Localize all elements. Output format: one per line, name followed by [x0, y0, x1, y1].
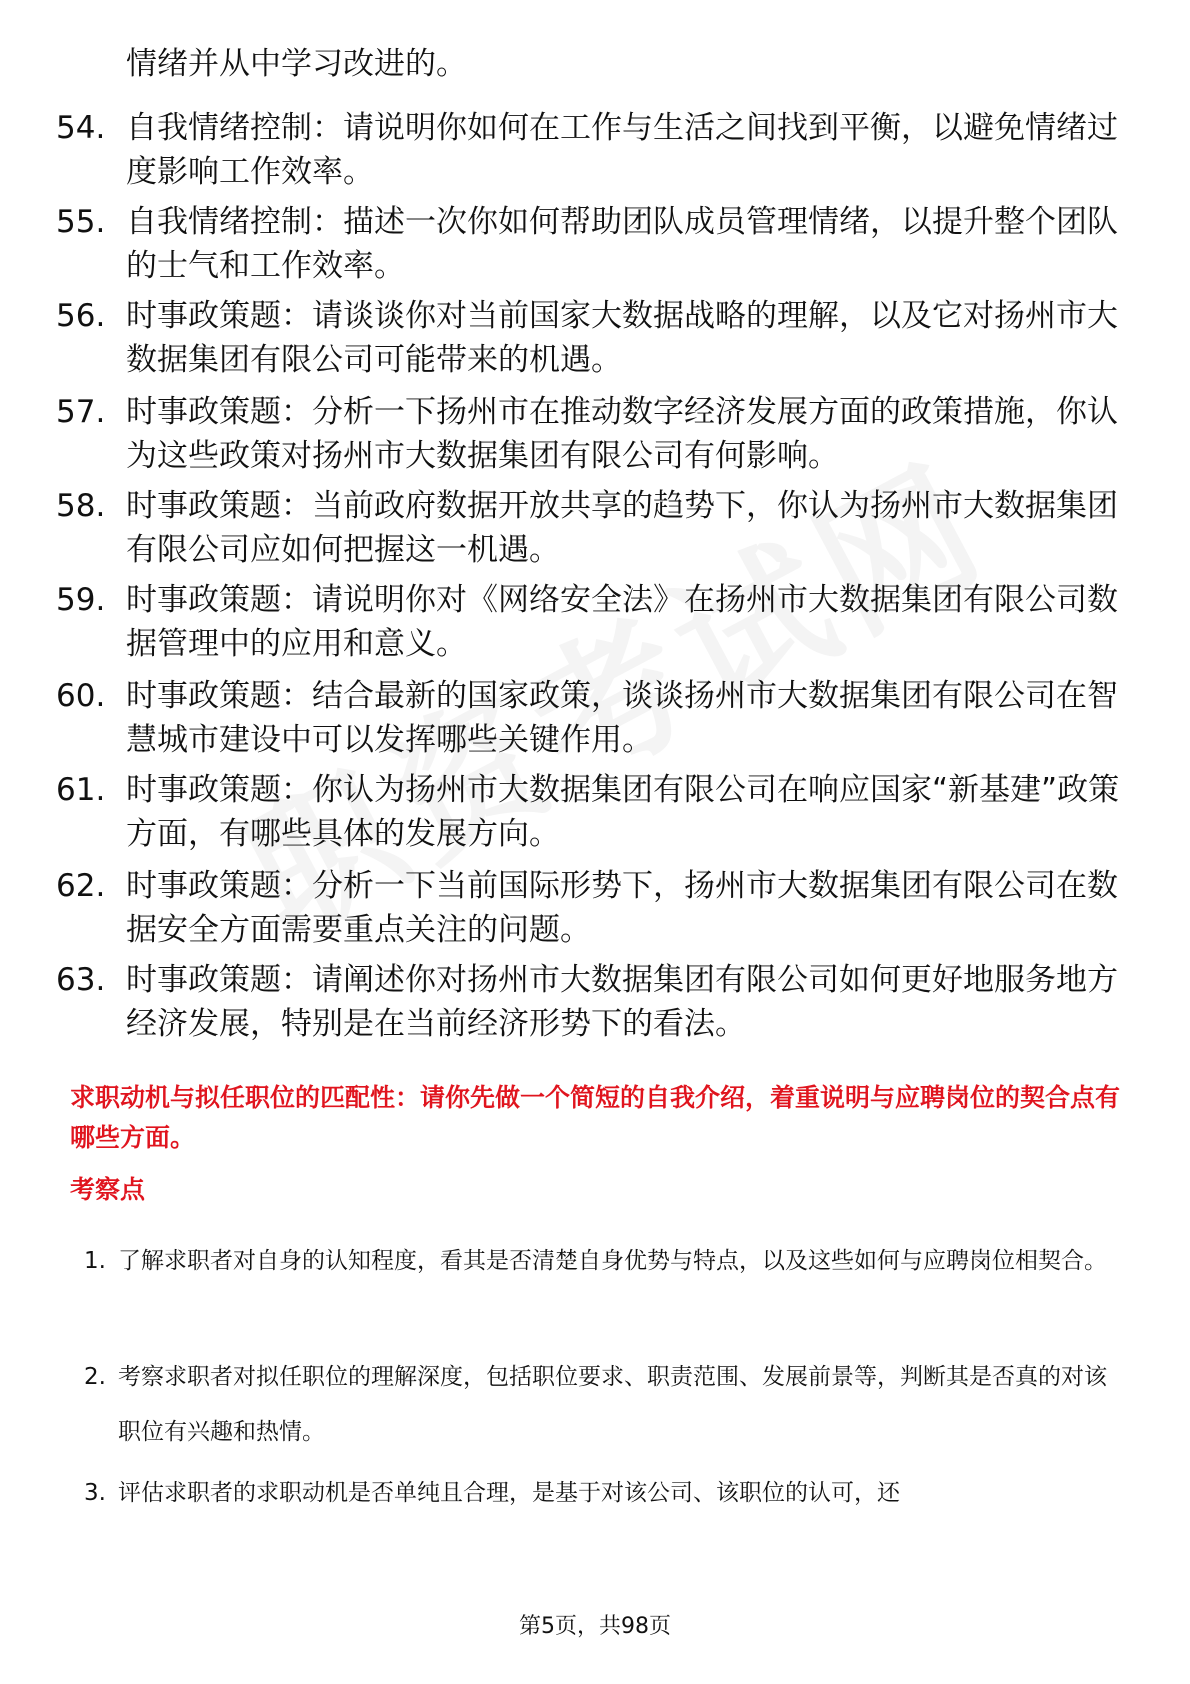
item-text: 时事政策题：请谈谈你对当前国家大数据战略的理解，以及它对扬州市大数据集团有限公司可能带来的机遇。 — [126, 298, 1118, 378]
item-number: 62. — [56, 868, 106, 904]
item-text: 时事政策题：你认为扬州市大数据集团有限公司在响应国家“新基建”政策方面，有哪些具体的发展方向。 — [126, 772, 1120, 852]
item-text: 时事政策题：当前政府数据开放共享的趋势下，你认为扬州市大数据集团有限公司应如何把握这一机遇。 — [126, 488, 1118, 568]
subsection-title: 考察点 — [70, 1175, 146, 1204]
item-number: 55. — [56, 204, 106, 240]
item-text: 时事政策题：分析一下扬州市在推动数字经济发展方面的政策措施，你认为这些政策对扬州市大数据集团有限公司有何影响。 — [126, 394, 1118, 474]
item-text: 了解求职者对自身的认知程度，看其是否清楚自身优势与特点，以及这些如何与应聘岗位相契合。 — [118, 1248, 1107, 1274]
item-number: 2. — [84, 1364, 106, 1390]
item-number: 58. — [56, 488, 106, 524]
item-number: 60. — [56, 678, 106, 714]
item-number: 1. — [84, 1248, 106, 1274]
page-footer: 第5页，共98页 — [519, 1614, 671, 1639]
item-text: 自我情绪控制：请说明你如何在工作与生活之间找到平衡，以避免情绪过度影响工作效率。 — [126, 110, 1118, 190]
item-text: 自我情绪控制：描述一次你如何帮助团队成员管理情绪，以提升整个团队的士气和工作效率。 — [126, 204, 1118, 284]
item-number: 59. — [56, 582, 106, 618]
item-text: 时事政策题：结合最新的国家政策，谈谈扬州市大数据集团有限公司在智慧城市建设中可以发挥哪些关键作用。 — [126, 678, 1118, 758]
item-number: 57. — [56, 394, 106, 430]
item-text: 评估求职者的求职动机是否单纯且合理，是基于对该公司、该职位的认可，还 — [118, 1480, 900, 1506]
item-text: 时事政策题：请阐述你对扬州市大数据集团有限公司如何更好地服务地方经济发展，特别是在当前经济形势下的看法。 — [126, 962, 1118, 1042]
item-text: 考察求职者对拟任职位的理解深度，包括职位要求、职责范围、发展前景等，判断其是否真的对该职位有兴趣和热情。 — [118, 1364, 1107, 1445]
item-number: 63. — [56, 962, 106, 998]
item-text: 时事政策题：分析一下当前国际形势下，扬州市大数据集团有限公司在数据安全方面需要重点关注的问题。 — [126, 868, 1118, 948]
item-number: 54. — [56, 110, 106, 146]
item-number: 61. — [56, 772, 106, 808]
section-title: 求职动机与拟任职位的匹配性：请你先做一个简短的自我介绍，着重说明与应聘岗位的契合点有哪些方面。 — [70, 1083, 1121, 1152]
item-number: 56. — [56, 298, 106, 334]
item-text: 时事政策题：请说明你对《网络安全法》在扬州市大数据集团有限公司数据管理中的应用和意义。 — [126, 582, 1118, 662]
continuation-text: 情绪并从中学习改进的。 — [126, 46, 467, 82]
item-number: 3. — [84, 1480, 106, 1506]
